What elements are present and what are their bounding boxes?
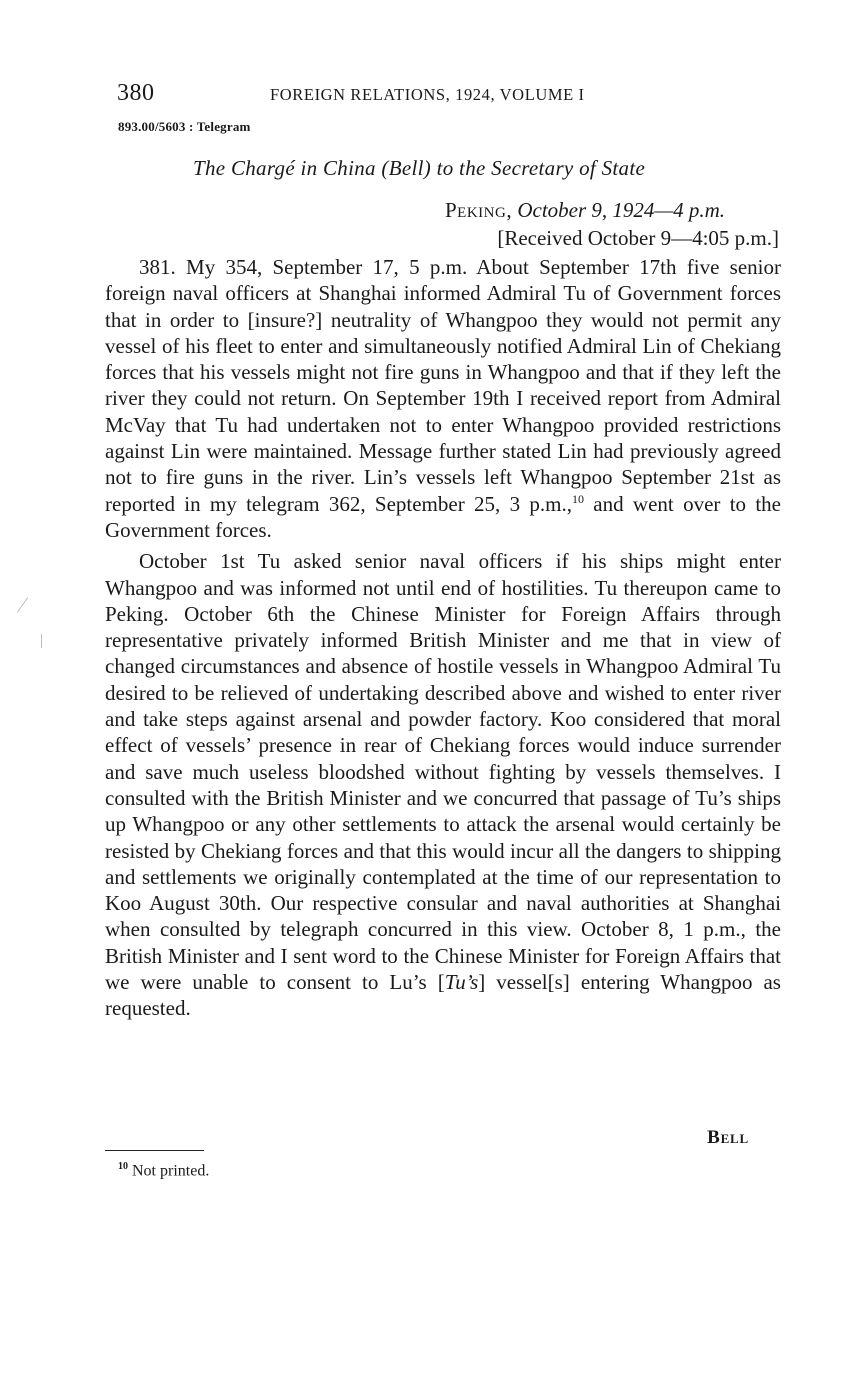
paragraph-2-text: October 1st Tu asked senior naval officers if his ships might enter Whangpoo and was informed not until end of hostilities. Tu thereupon came to Peking. October 6th the Chinese Minister for Foreign Affairs through representative privately informed British Minister and me that in view of changed circumstances and absence of hostile vessels in Whangpoo Admiral Tu desired to be relieved of undertaking described above and wished to enter river and take steps against arsenal and powder factory. Koo considered that moral effect of vessels’ presence in rear of Chekiang forces would induce surrender and save much useless bloodshed without fighting by vessels themselves. I consulted with the British Minister and we concurred that passage of Tu’s ships up Whangpoo or any other settlements to attack the arsenal would certainly be resisted by Chekiang forces and that this would incur all the dangers to shipping and settlements we originally contemplated at the time of our representation to Koo August 30th. Our respective consular and naval authorities at Shanghai when consulted by telegraph concurred in this view. October 8, 1 p.m., the British Minister and I sent word to the Chinese Minister for Foreign Affairs that we were unable to consent to Lu’s [	[105, 549, 781, 995]
document-title	[193, 156, 645, 181]
signature: Bell	[707, 1127, 749, 1148]
page-number: 380	[117, 80, 155, 106]
footnote-reference: 10	[571, 491, 584, 506]
title-name: Bell	[388, 156, 424, 180]
footnote-text: Not printed.	[128, 1162, 210, 1180]
running-header	[117, 80, 677, 110]
paragraph-1	[105, 254, 781, 543]
telegram-body	[105, 254, 781, 1027]
footnote-marker: 10	[118, 1161, 128, 1172]
dateline	[445, 198, 725, 223]
margin-scratch-mark	[41, 634, 42, 648]
dateline-place: Peking,	[445, 198, 513, 222]
paragraph-1-text: 381. My 354, September 17, 5 p.m. About September 17th five senior foreign naval officers at Shanghai informed Admiral Tu of Government forces that in order to [insure?] neutrality of Whangpoo they would not permit any vessel of his fleet to enter and simultaneously notified Admiral Lin of Chekiang forces that his vessels might not fire guns in Whangpoo and that if they left the river they could not return. On September 19th I received report from Admiral McVay that Tu had undertaken not to enter Whangpoo provided restrictions against Lin were maintained. Message further stated Lin had previously agreed not to fire guns in the river. Lin’s vessels left Whangpoo September 21st as reported in my telegram 362, September 25, 3 p.m.,	[105, 255, 781, 516]
running-title: FOREIGN RELATIONS, 1924, VOLUME I	[270, 85, 585, 104]
file-reference: 893.00/5603 : Telegram	[118, 119, 251, 134]
title-part-2: ) to the Secretary of State	[423, 156, 646, 180]
margin-scratch-mark	[17, 597, 28, 612]
title-part-1: The Chargé in China (	[193, 156, 389, 180]
paragraph-2-italic: Tu’s	[444, 970, 479, 995]
paragraph-2-text-end: ] vessel[s] entering Whangpoo as requested.	[105, 970, 781, 1021]
footnote-divider	[105, 1150, 204, 1151]
paragraph-1-text-end: and went over to the Government forces.	[105, 491, 781, 542]
footnote	[118, 1161, 209, 1180]
paragraph-2	[105, 548, 781, 1021]
received-line: [Received October 9—4:05 p.m.]	[497, 226, 779, 250]
dateline-date: October 9, 1924—4 p.m.	[517, 198, 725, 222]
